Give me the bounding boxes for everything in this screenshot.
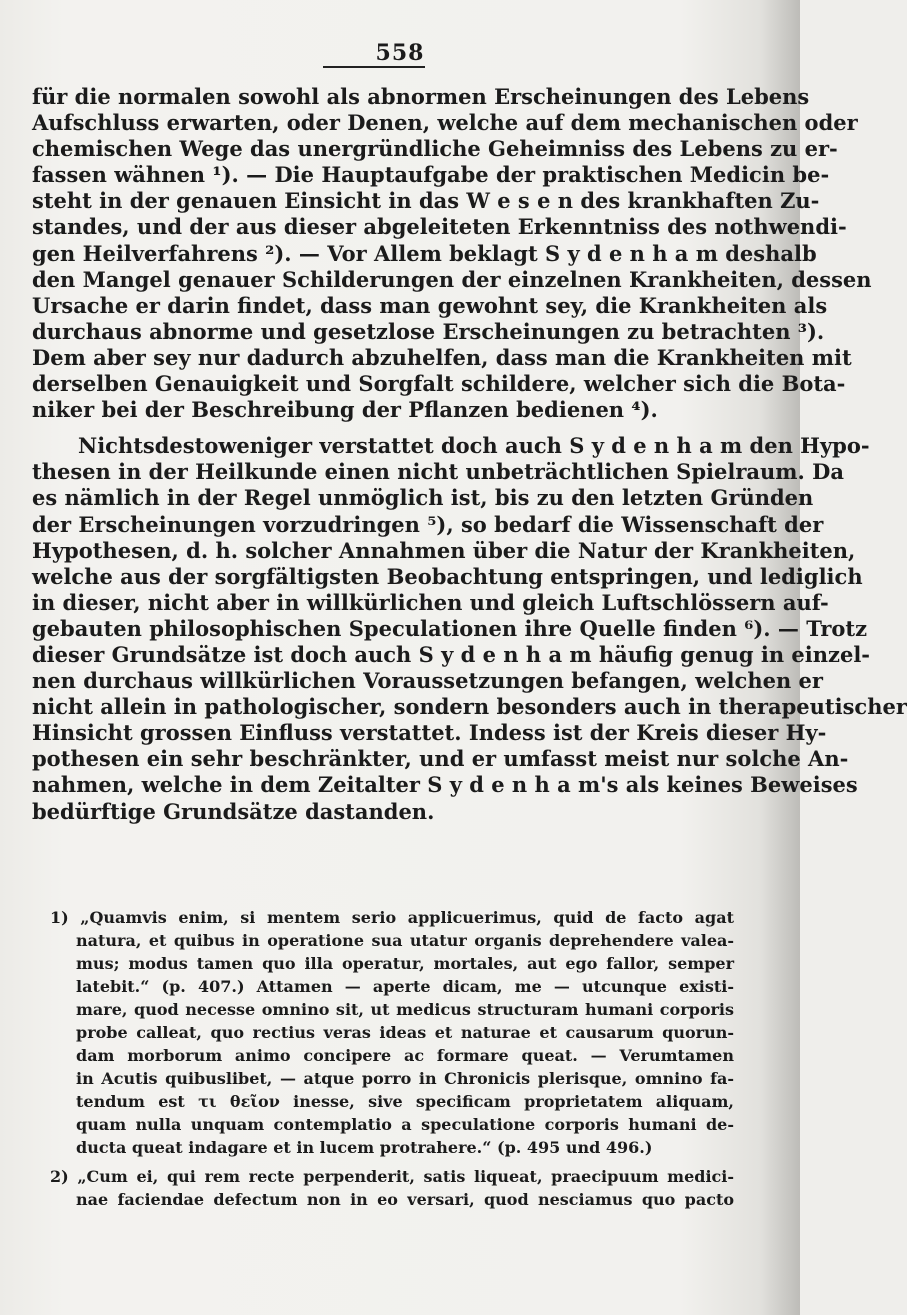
page-number: 558 [375, 40, 425, 66]
text-line: nen durchaus willkürlichen Voraussetzungen befangen, welchen er [32, 668, 823, 694]
text-line: gebauten philosophischen Speculationen ihre Quelle finden ⁶). — Trotz [32, 615, 868, 641]
paragraph-gap [32, 423, 732, 433]
text-line: in dieser, nicht aber in willkürlichen und gleich Luftschlössern auf- [32, 589, 829, 615]
text-line: niker bei der Beschreibung der Pflanzen bedienen ⁴). [32, 397, 658, 423]
text-line: chemischen Wege das unergründliche Geheimniss des Lebens zu er- [32, 136, 838, 162]
text-line: es nämlich in der Regel unmöglich ist, bis zu den letzten Gründen [32, 485, 814, 511]
text-line: durchaus abnorme und gesetzlose Erscheinungen zu betrachten ³). [32, 318, 825, 344]
footnotes [32, 906, 734, 1211]
footnote-line: 1) „Quamvis enim, si mentem serio applicuerimus, quid de facto agat [50, 908, 734, 927]
footnote-2 [32, 1165, 734, 1211]
text-line: der Erscheinungen vorzudringen ⁵), so bedarf die Wissenschaft der [32, 511, 824, 537]
text-line: Nichtsdestoweniger verstattet doch auch S y d e n h a m den Hypo- [78, 433, 870, 459]
text-line: pothesen ein sehr beschränkter, und er umfasst meist nur solche An- [32, 746, 849, 772]
footnote-line: ducta queat indagare et in lucem protrahere.“ (p. 495 und 496.) [76, 1138, 653, 1157]
text-line: Hypothesen, d. h. solcher Annahmen über die Natur der Krankheiten, [32, 537, 856, 563]
text-line: fassen wähnen ¹). — Die Hauptaufgabe der praktischen Medicin be- [32, 162, 830, 188]
text-line: Aufschluss erwarten, oder Denen, welche auf dem mechanischen oder [32, 110, 858, 136]
text-line: den Mangel genauer Schilderungen der einzelnen Krankheiten, dessen [32, 266, 872, 292]
header-rule [323, 66, 425, 68]
text-line: nahmen, welche in dem Zeitalter S y d e n h a m's als keines Beweises [32, 772, 858, 798]
text-line: gen Heilverfahrens ²). — Vor Allem beklagt S y d e n h a m deshalb [32, 240, 817, 266]
text-line: nicht allein in pathologischer, sondern besonders auch in therapeutischer [32, 694, 907, 720]
text-line: Hinsicht grossen Einfluss verstattet. Indess ist der Kreis dieser Hy- [32, 720, 827, 746]
main-text [32, 84, 907, 825]
paragraph-1 [32, 84, 872, 423]
text-line: standes, und der aus dieser abgeleiteten Erkenntniss des nothwendi- [32, 214, 847, 240]
footnote-line: probe calleat, quo rectius veras ideas et naturae et causarum quorun- [76, 1023, 734, 1042]
text-line: thesen in der Heilkunde einen nicht unbeträchtlichen Spielraum. Da [32, 459, 844, 485]
footnote-line: quam nulla unquam contemplatio a speculatione corporis humani de- [76, 1115, 734, 1134]
text-line: steht in der genauen Einsicht in das W e s e n des krankhaften Zu- [32, 188, 820, 214]
footnote-line: tendum est τι θεῖον inesse, sive specificam proprietatem aliquam, [76, 1092, 734, 1111]
footnote-line: dam morborum animo concipere ac formare queat. — Verumtamen [76, 1046, 734, 1065]
text-line: Dem aber sey nur dadurch abzuhelfen, dass man die Krankheiten mit [32, 344, 852, 370]
paragraph-2 [32, 433, 907, 824]
text-line: bedürftige Grundsätze dastanden. [32, 798, 435, 824]
footnote-line: natura, et quibus in operatione sua utatur organis deprehendere valea- [76, 931, 734, 950]
footnote-1 [32, 906, 734, 1159]
text-line: Ursache er darin findet, dass man gewohnt sey, die Krankheiten als [32, 292, 828, 318]
footnote-line: mare, quod necesse omnino sit, ut medicus structuram humani corporis [76, 1000, 734, 1019]
footnote-line: 2) „Cum ei, qui rem recte perpenderit, satis liqueat, praecipuum medici- [50, 1167, 734, 1186]
text-line: dieser Grundsätze ist doch auch S y d e n h a m häufig genug in einzel- [32, 641, 871, 667]
footnote-line: mus; modus tamen quo illa operatur, mortales, aut ego fallor, semper [76, 954, 734, 973]
text-line: für die normalen sowohl als abnormen Erscheinungen des Lebens [32, 84, 810, 109]
footnote-line: latebit.“ (p. 407.) Attamen — aperte dicam, me — utcunque existi- [76, 977, 734, 996]
footnote-line: in Acutis quibuslibet, — atque porro in Chronicis plerisque, omnino fa- [76, 1069, 734, 1088]
footnote-line: nae faciendae defectum non in eo versari, quod nesciamus quo pacto [76, 1190, 734, 1209]
text-line: derselben Genauigkeit und Sorgfalt schildere, welcher sich die Bota- [32, 371, 846, 397]
text-line: welche aus der sorgfältigsten Beobachtung entspringen, und lediglich [32, 563, 863, 589]
